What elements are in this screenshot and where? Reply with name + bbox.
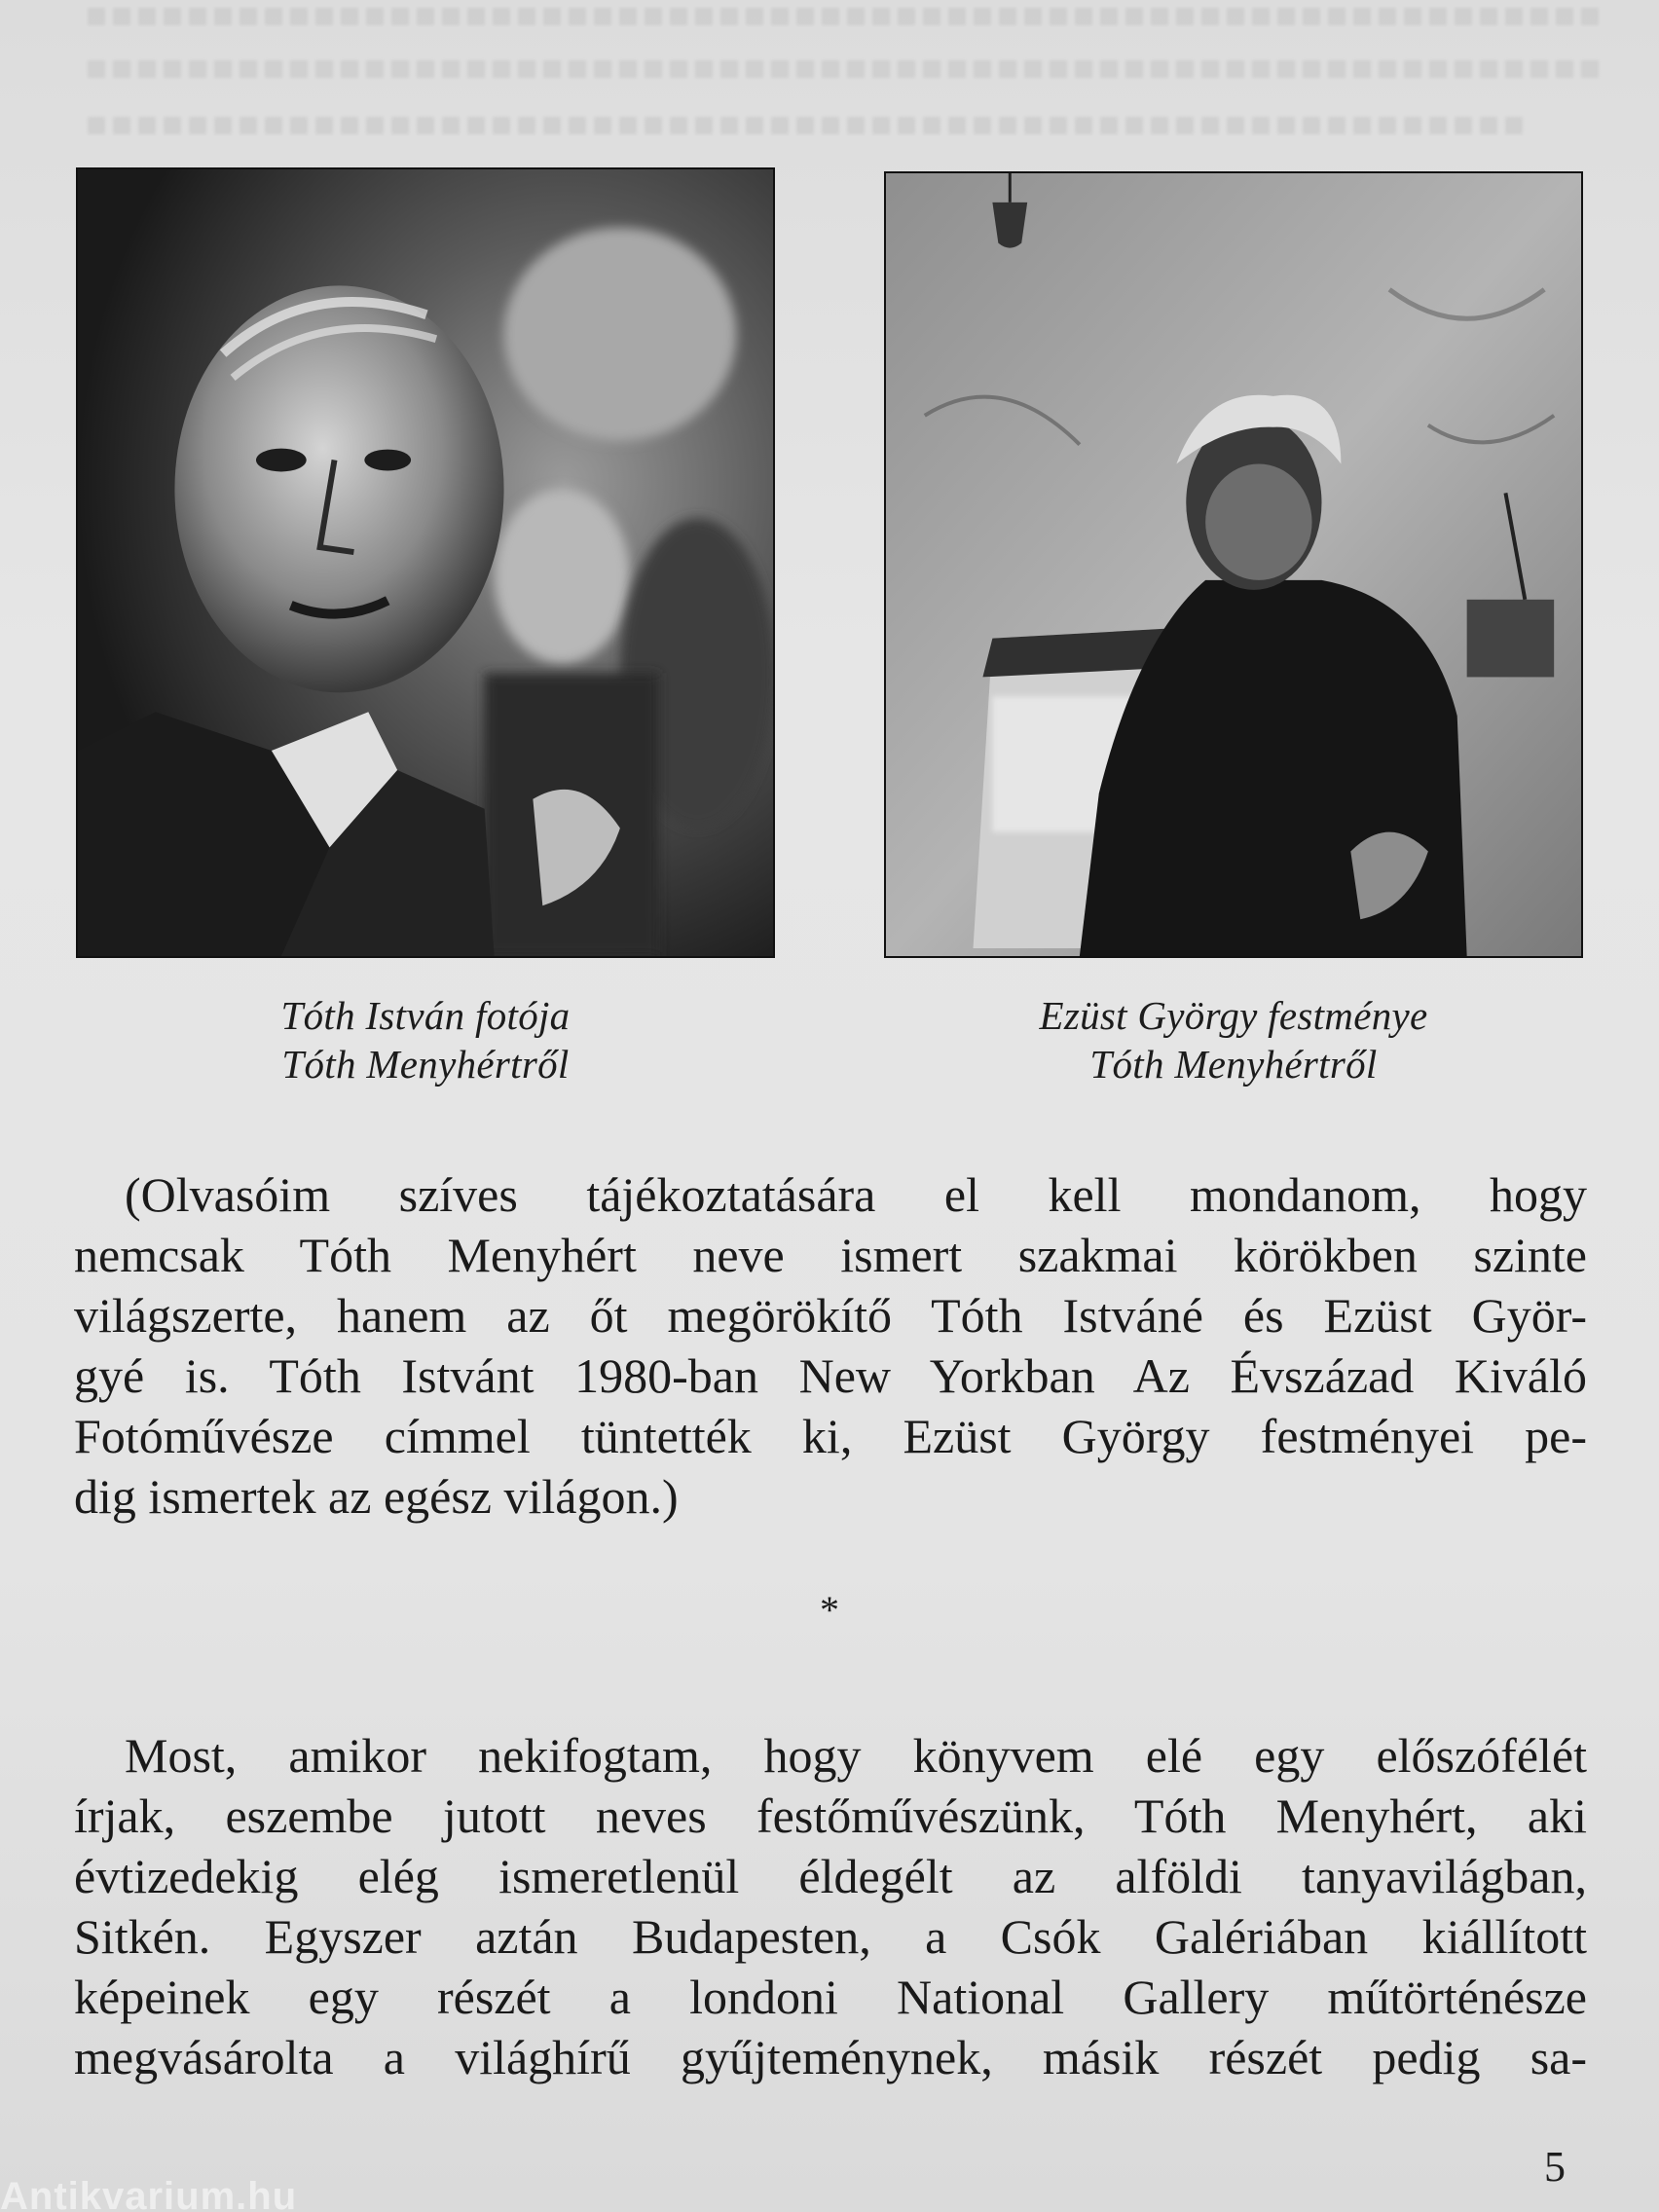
text-line: gyé is. Tóth Istvánt 1980-ban New Yorkban Az Évszázad Kiváló bbox=[74, 1348, 1587, 1403]
portrait-photo bbox=[76, 167, 775, 958]
page-number: 5 bbox=[1544, 2143, 1566, 2191]
watermark: Antikvarium.hu bbox=[0, 2175, 298, 2212]
section-separator: * bbox=[820, 1588, 839, 1632]
text-line: világszerte, hanem az őt megörökítő Tóth Istváné és Ezüst Györ- bbox=[74, 1288, 1587, 1343]
caption-line: Ezüst György festménye bbox=[1039, 993, 1428, 1038]
text-line: megvásárolta a világhírű gyűjteménynek, másik részét pedig sa- bbox=[74, 2030, 1587, 2084]
caption-line: Tóth Menyhértről bbox=[1089, 1042, 1378, 1087]
painting-image bbox=[886, 173, 1581, 956]
body-paragraph bbox=[74, 1725, 1587, 2087]
text-line: (Olvasóim szíves tájékoztatására el kell mondanom, hogy bbox=[125, 1167, 1587, 1222]
bleed-through-text bbox=[88, 8, 1606, 25]
text-line: írjak, eszembe jutott neves festőművészünk, Tóth Menyhért, aki bbox=[74, 1788, 1587, 1843]
text-line: Most, amikor nekifogtam, hogy könyvem elé egy előszófélét bbox=[125, 1728, 1587, 1783]
caption-line: Tóth Menyhértről bbox=[281, 1042, 570, 1087]
text-line: dig ismertek az egész világon.) bbox=[74, 1469, 679, 1524]
text-line: nemcsak Tóth Menyhért neve ismert szakmai körökben szinte bbox=[74, 1228, 1587, 1282]
painting-photo bbox=[884, 171, 1583, 958]
bleed-through-text bbox=[88, 117, 1529, 134]
text-line: Fotóművésze címmel tüntették ki, Ezüst György festményei pe- bbox=[74, 1409, 1587, 1463]
text-line: évtizedekig elég ismeretlenül éldegélt az alföldi tanyavilágban, bbox=[74, 1849, 1587, 1903]
bleed-through-text bbox=[88, 60, 1606, 78]
caption-line: Tóth István fotója bbox=[280, 993, 571, 1038]
portrait-photo-image bbox=[78, 169, 773, 956]
text-line: képeinek egy részét a londoni National Gallery műtörténésze bbox=[74, 1970, 1587, 2024]
portrait-caption bbox=[76, 991, 775, 1088]
painting-caption bbox=[884, 991, 1583, 1088]
text-line: Sitkén. Egyszer aztán Budapesten, a Csók Galériában kiállított bbox=[74, 1909, 1587, 1964]
parenthetical-paragraph bbox=[74, 1164, 1587, 1527]
